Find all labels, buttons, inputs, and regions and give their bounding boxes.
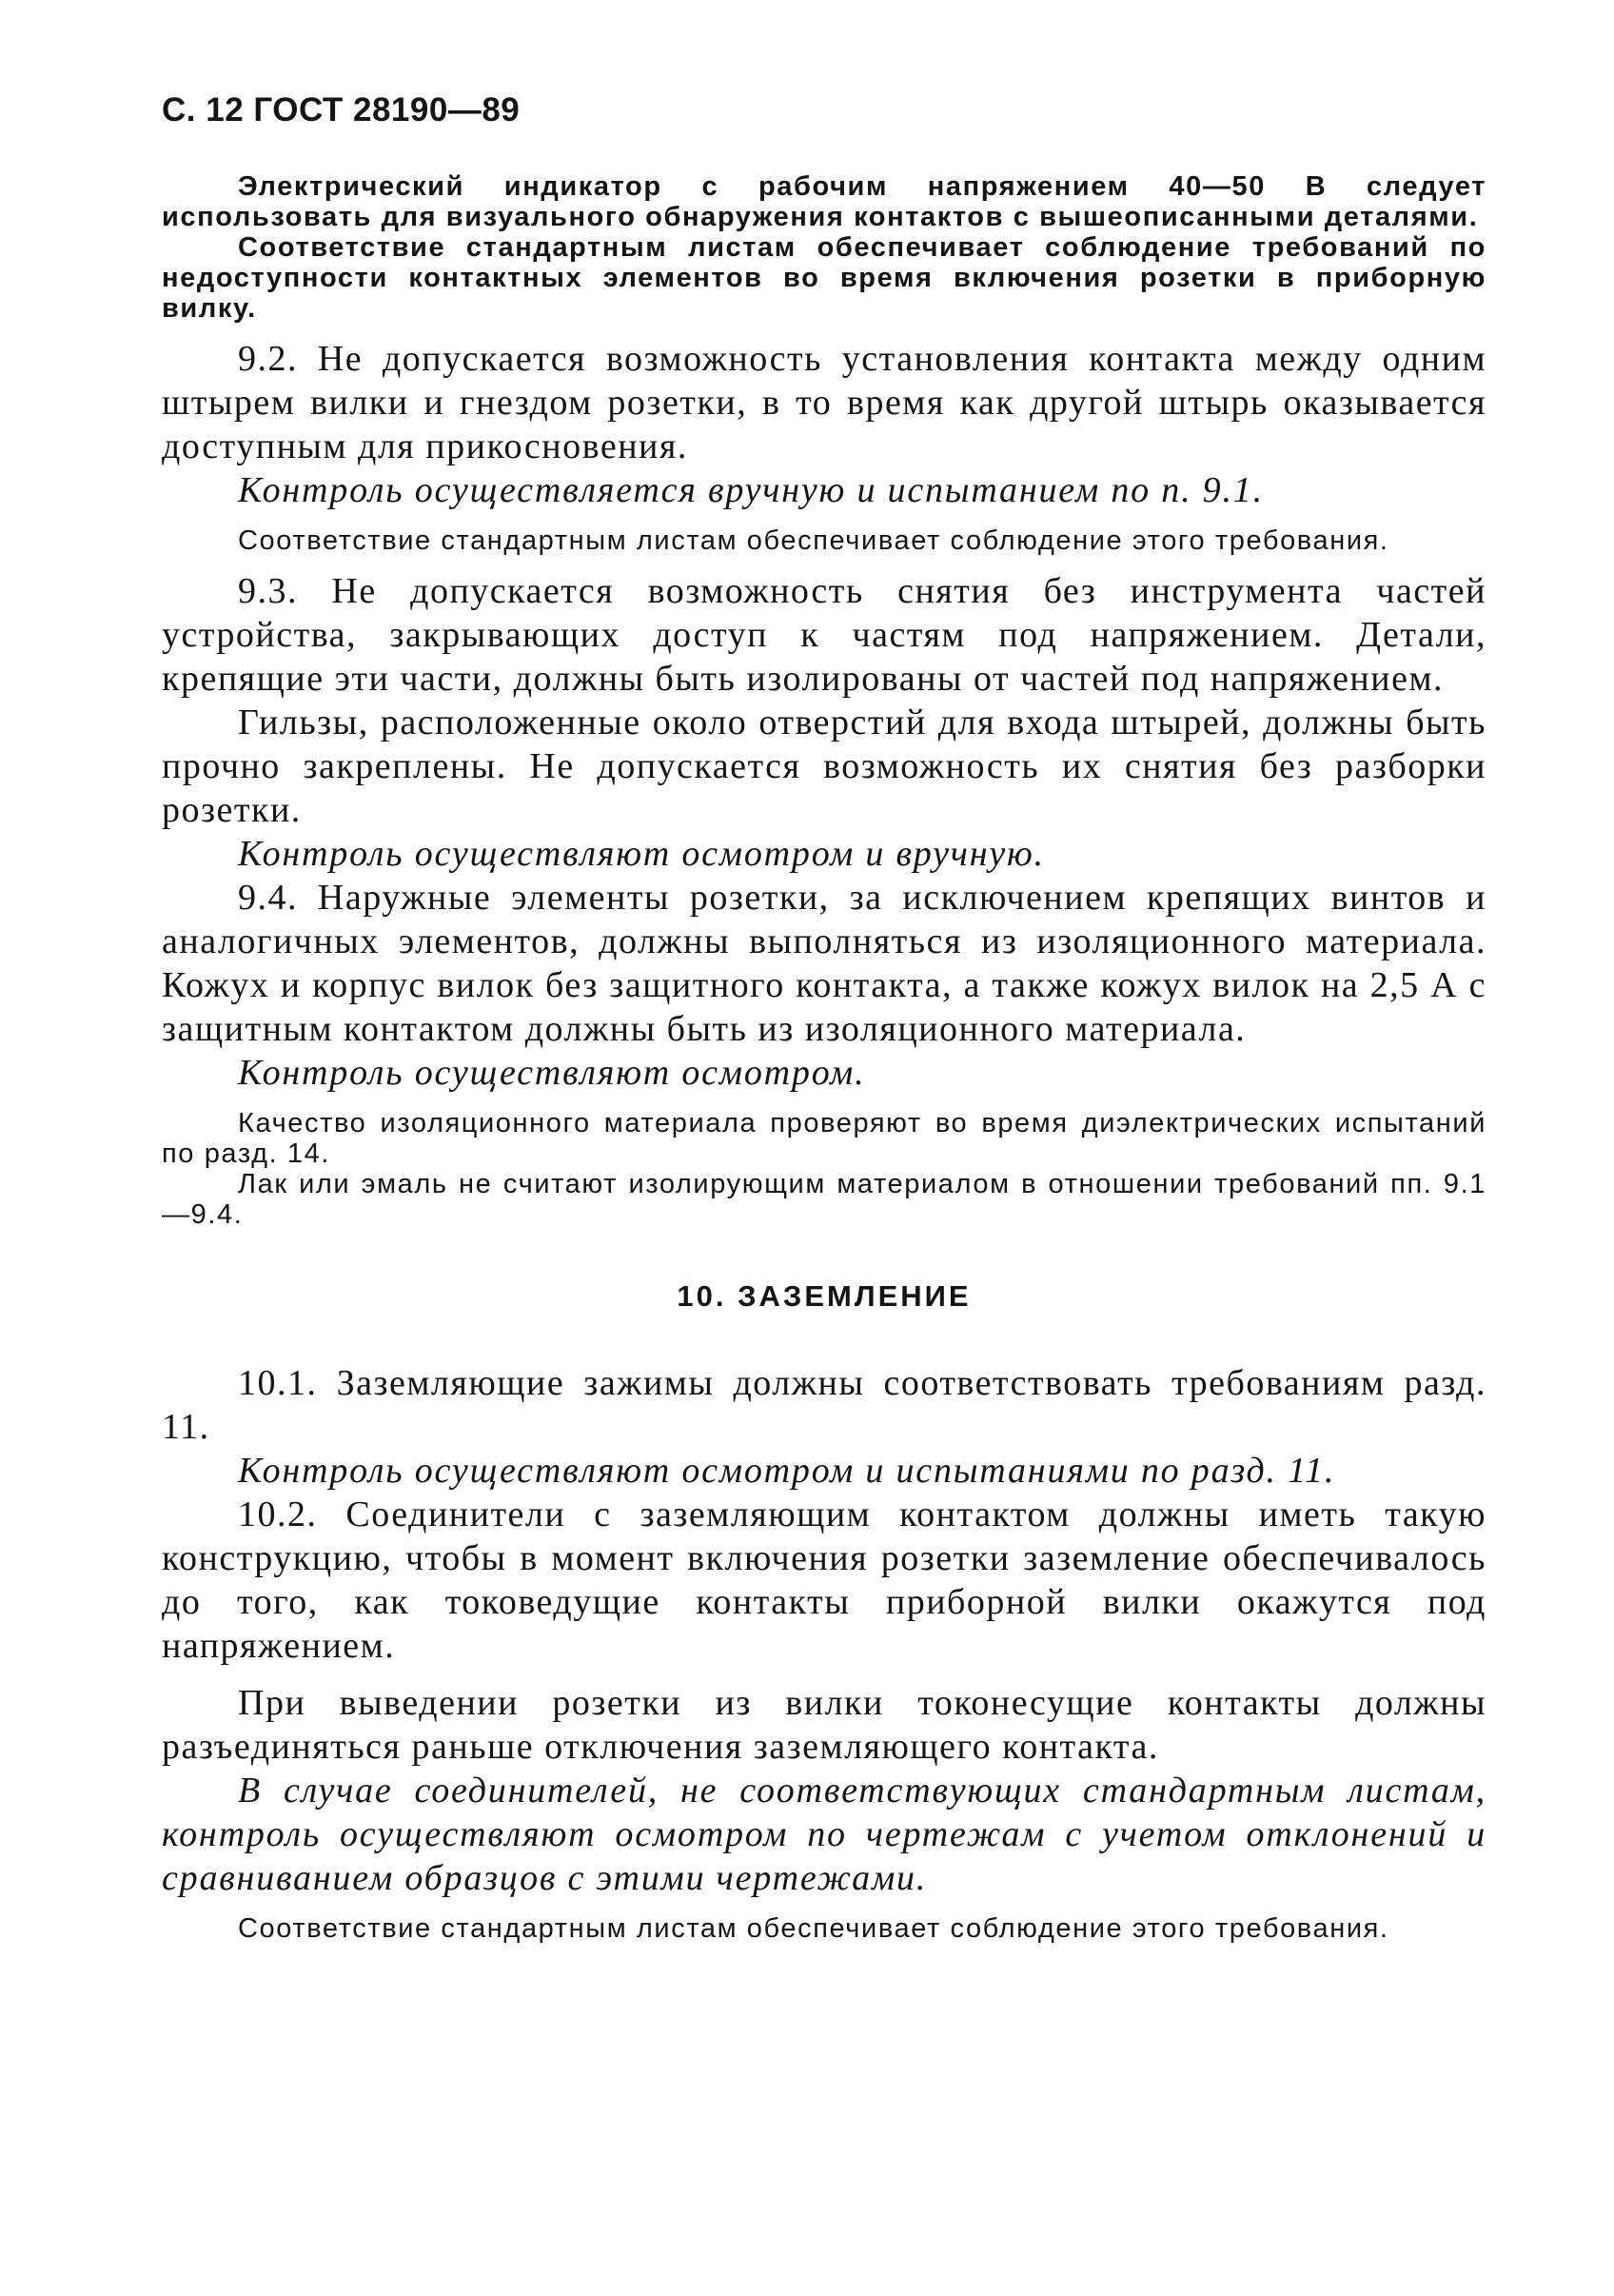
- clause-9-4-control: Контроль осуществляют осмотром.: [238, 1053, 866, 1093]
- clause-10-1: 10.1. Заземляющие зажимы должны соответствовать требованиям разд. 11.: [162, 1363, 1486, 1447]
- clause-10-2-note: Соответствие стандартным листам обеспечивает соблюдение этого требования.: [238, 1913, 1389, 1944]
- clause-9-3: 9.3. Не допускается возможность снятия без инструмента частей устройства, закрывающих доступ к частям под напряжением. Детали, крепящие эти части, должны быть изолированы от частей под напряжением.: [162, 571, 1486, 699]
- section-heading-grounding: 10. ЗАЗЕМЛЕНИЕ: [677, 1279, 972, 1313]
- clause-10-2-disconnect: При выведении розетки из вилки токонесущие контакты должны разъединяться раньше отключения заземляющего контакта.: [162, 1683, 1486, 1767]
- clause-10-1-control: Контроль осуществляют осмотром и испытаниями по разд. 11.: [238, 1451, 1336, 1491]
- running-header: С. 12 ГОСТ 28190—89: [162, 91, 521, 129]
- clause-10-2: 10.2. Соединители с заземляющим контактом должны иметь такую конструкцию, чтобы в момент включения розетки заземление обеспечивалось до того, как токоведущие контакты приборной вилки окажутся под напряжением.: [162, 1494, 1486, 1666]
- clause-9-2-note: Соответствие стандартным листам обеспечивает соблюдение этого требования.: [238, 525, 1389, 556]
- clause-9-2-control: Контроль осуществляется вручную и испытанием по п. 9.1.: [238, 470, 1264, 510]
- clause-9-4-note-lacquer: Лак или эмаль не считают изолирующим материалом в отношении требований пп. 9.1—9.4.: [162, 1169, 1486, 1230]
- clause-9-2: 9.2. Не допускается возможность установления контакта между одним штырем вилки и гнездом розетки, в то время как другой штырь оказывается доступным для прикосновения.: [162, 339, 1486, 466]
- paragraph-compliance-inaccessibility: Соответствие стандартным листам обеспечивает соблюдение требований по недоступности контактных элементов во время включения розетки в приборную вилку.: [162, 232, 1486, 324]
- page-body: [162, 171, 1486, 1944]
- clause-9-3-sleeves: Гильзы, расположенные около отверстий для входа штырей, должны быть прочно закреплены. Не допускается возможность их снятия без разборки розетки.: [162, 703, 1486, 830]
- paragraph-indicator: Электрический индикатор с рабочим напряжением 40—50 В следует использовать для визуального обнаружения контактов с вышеописанными деталями.: [162, 171, 1486, 232]
- clause-9-4: 9.4. Наружные элементы розетки, за исключением крепящих винтов и аналогичных элементов, должны выполняться из изоляционного материала. Кожух и корпус вилок без защитного контакта, а также кожух вилок на 2,5 А с защитным контактом должны быть из изоляционного материала.: [162, 878, 1486, 1049]
- clause-10-2-control: В случае соединителей, не соответствующих стандартным листам, контроль осуществляют осмотром по чертежам с учетом отклонений и сравниванием образцов с этими чертежами.: [162, 1771, 1486, 1898]
- clause-9-4-note-quality: Качество изоляционного материала проверяют во время диэлектрических испытаний по разд. 14.: [162, 1108, 1486, 1169]
- clause-9-3-control: Контроль осуществляют осмотром и вручную.: [238, 834, 1045, 874]
